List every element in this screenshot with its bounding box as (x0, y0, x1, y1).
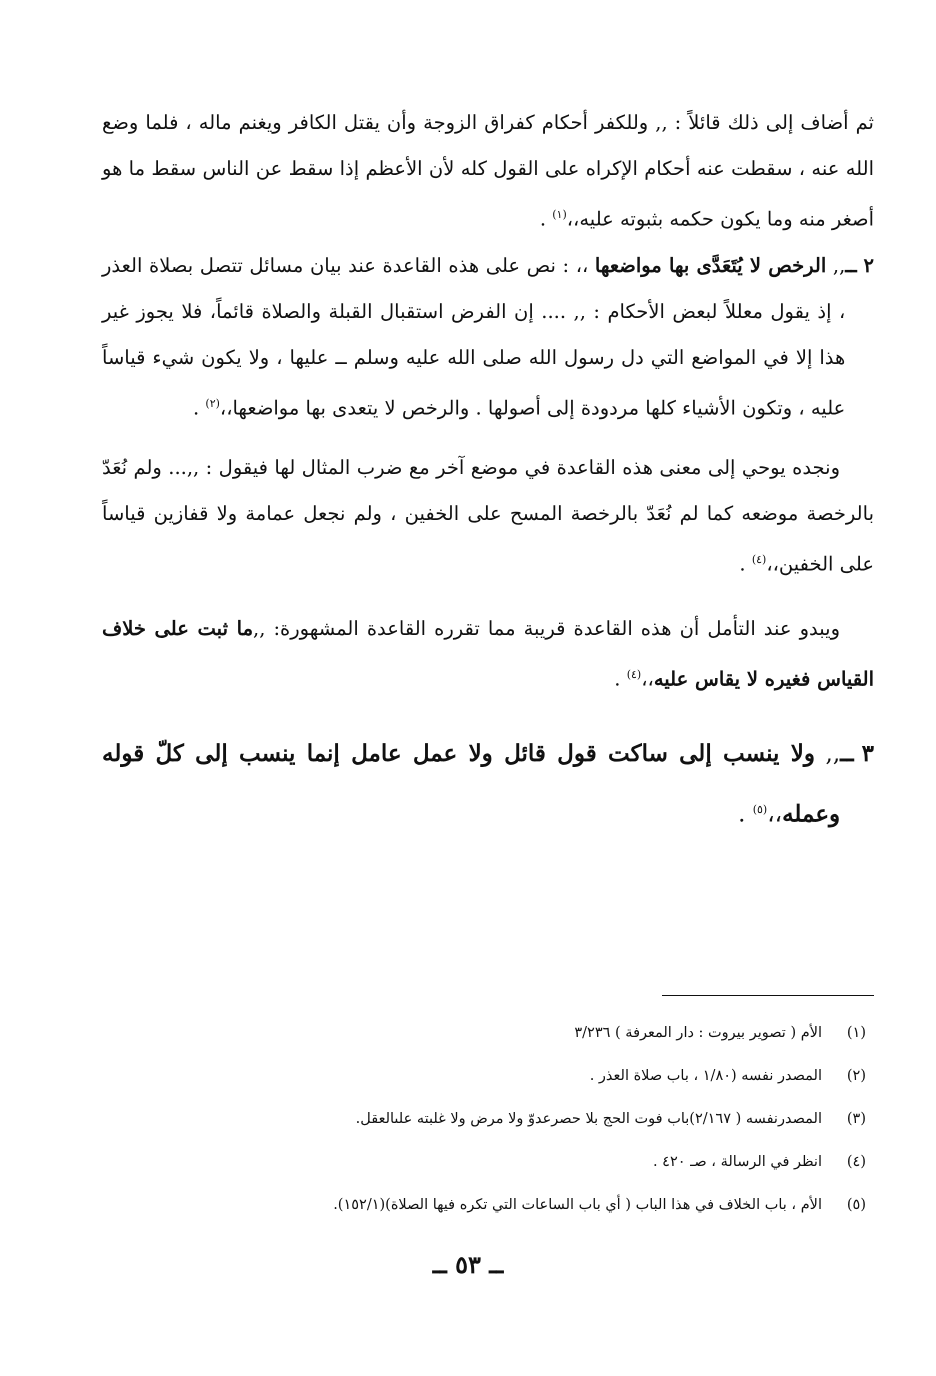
rule-item-3 (102, 726, 874, 843)
footnote-1 (106, 1012, 866, 1055)
footnote-2-text: المصدر نفسه (١/٨٠ ، باب صلاة العذر . (589, 1068, 822, 1084)
footnote-1-text: الأم ( تصوير بيروت : دار المعرفة ) ٣/٢٣٦ (574, 1025, 822, 1041)
footnote-2-number: (٢) (846, 1068, 866, 1084)
paragraph-4-maxim: ما ثبت على خلاف القياس فغيره لا يقاس عليه (102, 616, 874, 690)
paragraph-1-text: ثم أضاف إلى ذلك قائلاً : ,, وللكفر أحكام كفراق الزوجة وأن يقتل الكافر ويغنم ماله ، فلما وضع الله عنه ، سقطت عنه أحكام الإكراه على القول كله لأن الأعظم إذا سقط عن الناس سقط ما هو أصغر منه وما يكون حكمه بثبوته عليه،، (102, 111, 874, 231)
footnote-ref-4[interactable]: (٤) (626, 667, 642, 681)
rule-item-3-text (102, 726, 840, 843)
rule-item-2-body: ،، : نص على هذه القاعدة عند بيان مسائل تتصل بصلاة العذر ، إذ يقول معللاً لبعض الأحكام : ,, .... إن الفرض استقبال القبلة والصلاة قائماً، فلا يجوز غير هذا إلا في المواضع التي دل رسول الله صلى الله عليه وسلم ــ عليها ، ولا يكون شيء قياساً عليه ، وتكون الأشياء كلها مردودة إلى أصولها . والرخص لا يتعدى بها مواضعها،، (102, 253, 846, 419)
footnote-ref-2[interactable]: (٢) (205, 396, 220, 410)
footnotes-list (106, 1012, 866, 1227)
paragraph-4 (102, 606, 874, 703)
rule-item-2-text (102, 243, 845, 432)
paragraph-4-quote-close: ،، (641, 667, 654, 690)
footnote-4-text: انظر في الرسالة ، صـ ٤٢٠ . (652, 1154, 822, 1170)
footnote-5-text: الأم ، باب الخلاف في هذا الباب ( أي باب الساعات التي تكره فيها الصلاة)(١٥٢/١). (333, 1197, 822, 1213)
footnote-1-number: (١) (846, 1025, 866, 1041)
footnote-5-number: (٥) (846, 1197, 866, 1213)
footnote-ref-3[interactable]: (٤) (751, 553, 767, 566)
rule-item-2-title: الرخص لا يُتَعَدَّى بها مواضعها (594, 253, 827, 277)
paragraph-1 (102, 100, 874, 243)
rule-item-3-number: ٣ ــ (840, 740, 874, 767)
paragraph-3 (102, 445, 874, 588)
paragraph-4-end: . (614, 667, 627, 690)
footnote-2 (106, 1055, 866, 1098)
footnote-3-number: (٣) (846, 1111, 866, 1127)
paragraph-1-end: . (539, 207, 553, 231)
footnote-separator (662, 995, 874, 996)
footnote-4-number: (٤) (846, 1154, 866, 1170)
rule-item-3-end: . (738, 801, 753, 828)
rule-item-3-title: ولا ينسب إلى ساكت قول قائل ولا عمل عامل إنما ينسب إلى كلّ قوله وعمله (102, 740, 841, 828)
footnote-4 (106, 1141, 866, 1184)
footnote-3-text: المصدرنفسه ( ٢/١٦٧)باب فوت الحج بلا حصرعدوّ ولا مرض ولا غلبته علىالعقل. (355, 1111, 822, 1127)
footnote-ref-1[interactable]: (١) (552, 208, 567, 221)
paragraph-4-text: ويبدو عند التأمل أن هذه القاعدة قريبة مما تقرره القاعدة المشهورة: ,, (253, 616, 840, 640)
paragraph-3-end: . (739, 552, 752, 576)
rule-item-2 (102, 243, 874, 432)
page-number: ــ ٥٣ ــ (432, 1250, 504, 1279)
rule-item-2-number: ٢ ــ (845, 253, 874, 277)
footnote-ref-5[interactable]: (٥) (752, 803, 768, 816)
footnote-3 (106, 1098, 866, 1141)
rule-item-2-quote-open: ,, (826, 253, 846, 277)
rule-item-3-quote-close: ،، (767, 801, 783, 828)
paragraph-3-text: ونجده يوحي إلى معنى هذه القاعدة في موضع آخر مع ضرب المثال لها فيقول : ,,... ولم نُعَدّ بالرخصة موضعه كما لم نُعَدّ بالرخصة المسح على الخفين ، ولم نجعل عمامة ولا قفازين قياساً على الخفين،، (102, 456, 874, 576)
rule-item-2-end: . (192, 396, 206, 419)
rule-item-3-quote-open: ,, (814, 741, 841, 767)
page-body (102, 100, 874, 843)
footnote-5 (106, 1184, 866, 1227)
